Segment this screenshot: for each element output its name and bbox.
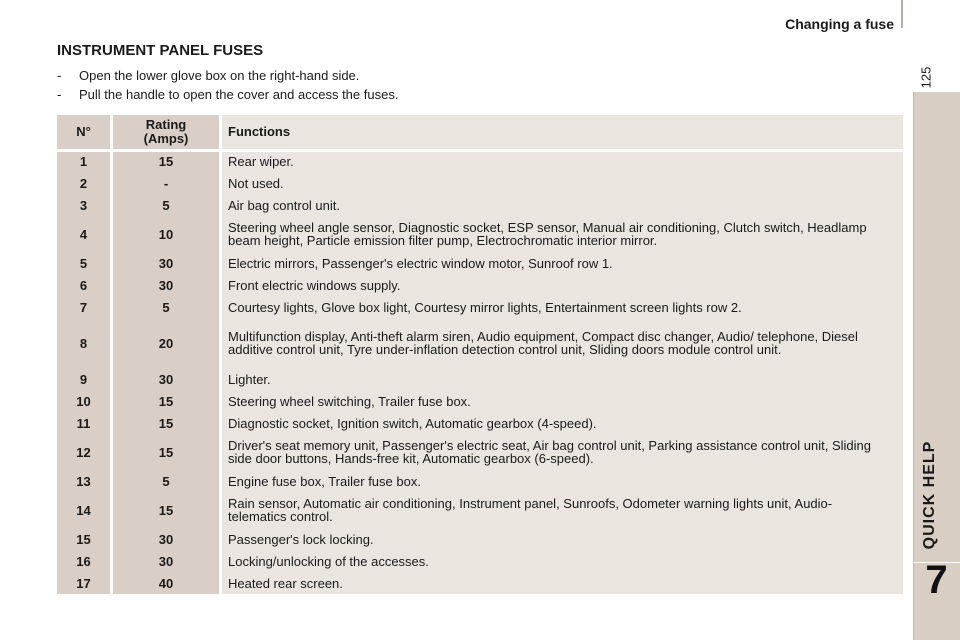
table-row [57, 252, 903, 274]
fuse-rating: 15 [112, 412, 221, 434]
table-row [57, 194, 903, 216]
fuse-rating: 15 [112, 390, 221, 412]
fuse-functions: Rear wiper. [228, 154, 294, 170]
fuse-number: 16 [57, 550, 112, 572]
fuse-functions: Driver's seat memory unit, Passenger's electric seat, Air bag control unit, Parking assistance control unit, Sliding side door buttons, Hands-free kit, Automatic gearbox (6-speed). [228, 438, 871, 466]
fuse-number: 10 [57, 390, 112, 412]
fuse-rating: 15 [112, 150, 221, 172]
fuse-number: 5 [57, 252, 112, 274]
fuse-functions: Courtesy lights, Glove box light, Courtesy mirror lights, Entertainment screen lights row 2. [228, 299, 742, 315]
table-row [57, 434, 903, 470]
instruction-list [57, 68, 398, 106]
fuse-functions: Diagnostic socket, Ignition switch, Automatic gearbox (4-speed). [228, 415, 597, 431]
table-row [57, 492, 903, 528]
table-row [57, 296, 903, 318]
fuse-number: 9 [57, 368, 112, 390]
header-rating [112, 115, 221, 150]
fuse-rating: 5 [112, 296, 221, 318]
fuse-rating: 20 [112, 318, 221, 368]
fuse-functions: Lighter. [228, 371, 271, 387]
header-number: N° [57, 115, 112, 150]
table-row [57, 528, 903, 550]
fuse-number: 8 [57, 318, 112, 368]
fuse-rating: 30 [112, 274, 221, 296]
table-row [57, 150, 903, 172]
fuse-functions: Locking/unlocking of the accesses. [228, 553, 429, 569]
table-row [57, 216, 903, 252]
header-rating-line: Rating [145, 116, 187, 132]
fuse-rating: 10 [112, 216, 221, 252]
fuse-rating: - [112, 172, 221, 194]
table-header-row [57, 115, 903, 150]
fuse-number: 17 [57, 572, 112, 594]
table-row [57, 274, 903, 296]
fuse-number: 1 [57, 150, 112, 172]
table-row [57, 318, 903, 368]
chapter-number: 7 [925, 558, 948, 602]
instruction-item [57, 87, 398, 106]
fuse-number: 12 [57, 434, 112, 470]
header-rating-line: (Amps) [143, 130, 189, 146]
table-row [57, 470, 903, 492]
header-title: Changing a fuse [785, 16, 894, 32]
side-tab-label: QUICK HELP [921, 440, 938, 550]
section-title: INSTRUMENT PANEL FUSES [57, 42, 264, 59]
table-row [57, 550, 903, 572]
fuse-functions: Rain sensor, Automatic air conditioning, Instrument panel, Sunroofs, Odometer warning lights unit, Audio-telematics control. [228, 496, 833, 524]
table-row [57, 572, 903, 594]
fuse-rating: 15 [112, 434, 221, 470]
fuse-rating: 30 [112, 368, 221, 390]
fuse-functions: Not used. [228, 175, 284, 191]
fuse-number: 15 [57, 528, 112, 550]
fuse-functions: Passenger's lock locking. [228, 531, 374, 547]
table-row [57, 390, 903, 412]
fuse-number: 3 [57, 194, 112, 216]
fuse-number: 11 [57, 412, 112, 434]
fuse-rating: 30 [112, 252, 221, 274]
fuse-functions: Multifunction display, Anti-theft alarm siren, Audio equipment, Compact disc changer, Audio/ telephone, Diesel additive control unit, Tyre under-inflation detection control unit, Sliding doors module control unit. [228, 329, 858, 357]
header-divider [901, 0, 903, 28]
fuse-number: 13 [57, 470, 112, 492]
header-functions: Functions [221, 115, 904, 150]
fuse-rating: 15 [112, 492, 221, 528]
fuse-rating: 5 [112, 194, 221, 216]
instruction-text: Pull the handle to open the cover and access the fuses. [79, 87, 399, 102]
fuse-rating: 40 [112, 572, 221, 594]
fuse-rating: 30 [112, 550, 221, 572]
bullet-dash: - [57, 87, 62, 102]
table-row [57, 412, 903, 434]
fuse-functions: Heated rear screen. [228, 575, 343, 591]
fuse-rating: 30 [112, 528, 221, 550]
fuse-functions: Air bag control unit. [228, 197, 341, 213]
fuse-number: 4 [57, 216, 112, 252]
fuse-functions: Electric mirrors, Passenger's electric window motor, Sunroof row 1. [228, 255, 613, 271]
fuse-functions: Steering wheel angle sensor, Diagnostic socket, ESP sensor, Manual air conditioning, Clutch switch, Headlamp beam height, Particle emission filter pump, Electrochromatic interior mirror. [228, 220, 867, 248]
fuse-number: 7 [57, 296, 112, 318]
page-number: 125 [918, 66, 934, 89]
fuse-functions: Engine fuse box, Trailer fuse box. [228, 473, 421, 489]
fuse-number: 2 [57, 172, 112, 194]
fuse-table [57, 115, 903, 594]
fuse-functions: Steering wheel switching, Trailer fuse box. [228, 393, 471, 409]
table-row [57, 172, 903, 194]
fuse-number: 6 [57, 274, 112, 296]
fuse-functions: Front electric windows supply. [228, 277, 401, 293]
fuse-number: 14 [57, 492, 112, 528]
table-row [57, 368, 903, 390]
fuse-rating: 5 [112, 470, 221, 492]
bullet-dash: - [57, 68, 62, 83]
instruction-text: Open the lower glove box on the right-hand side. [79, 68, 360, 83]
instruction-item [57, 68, 398, 87]
